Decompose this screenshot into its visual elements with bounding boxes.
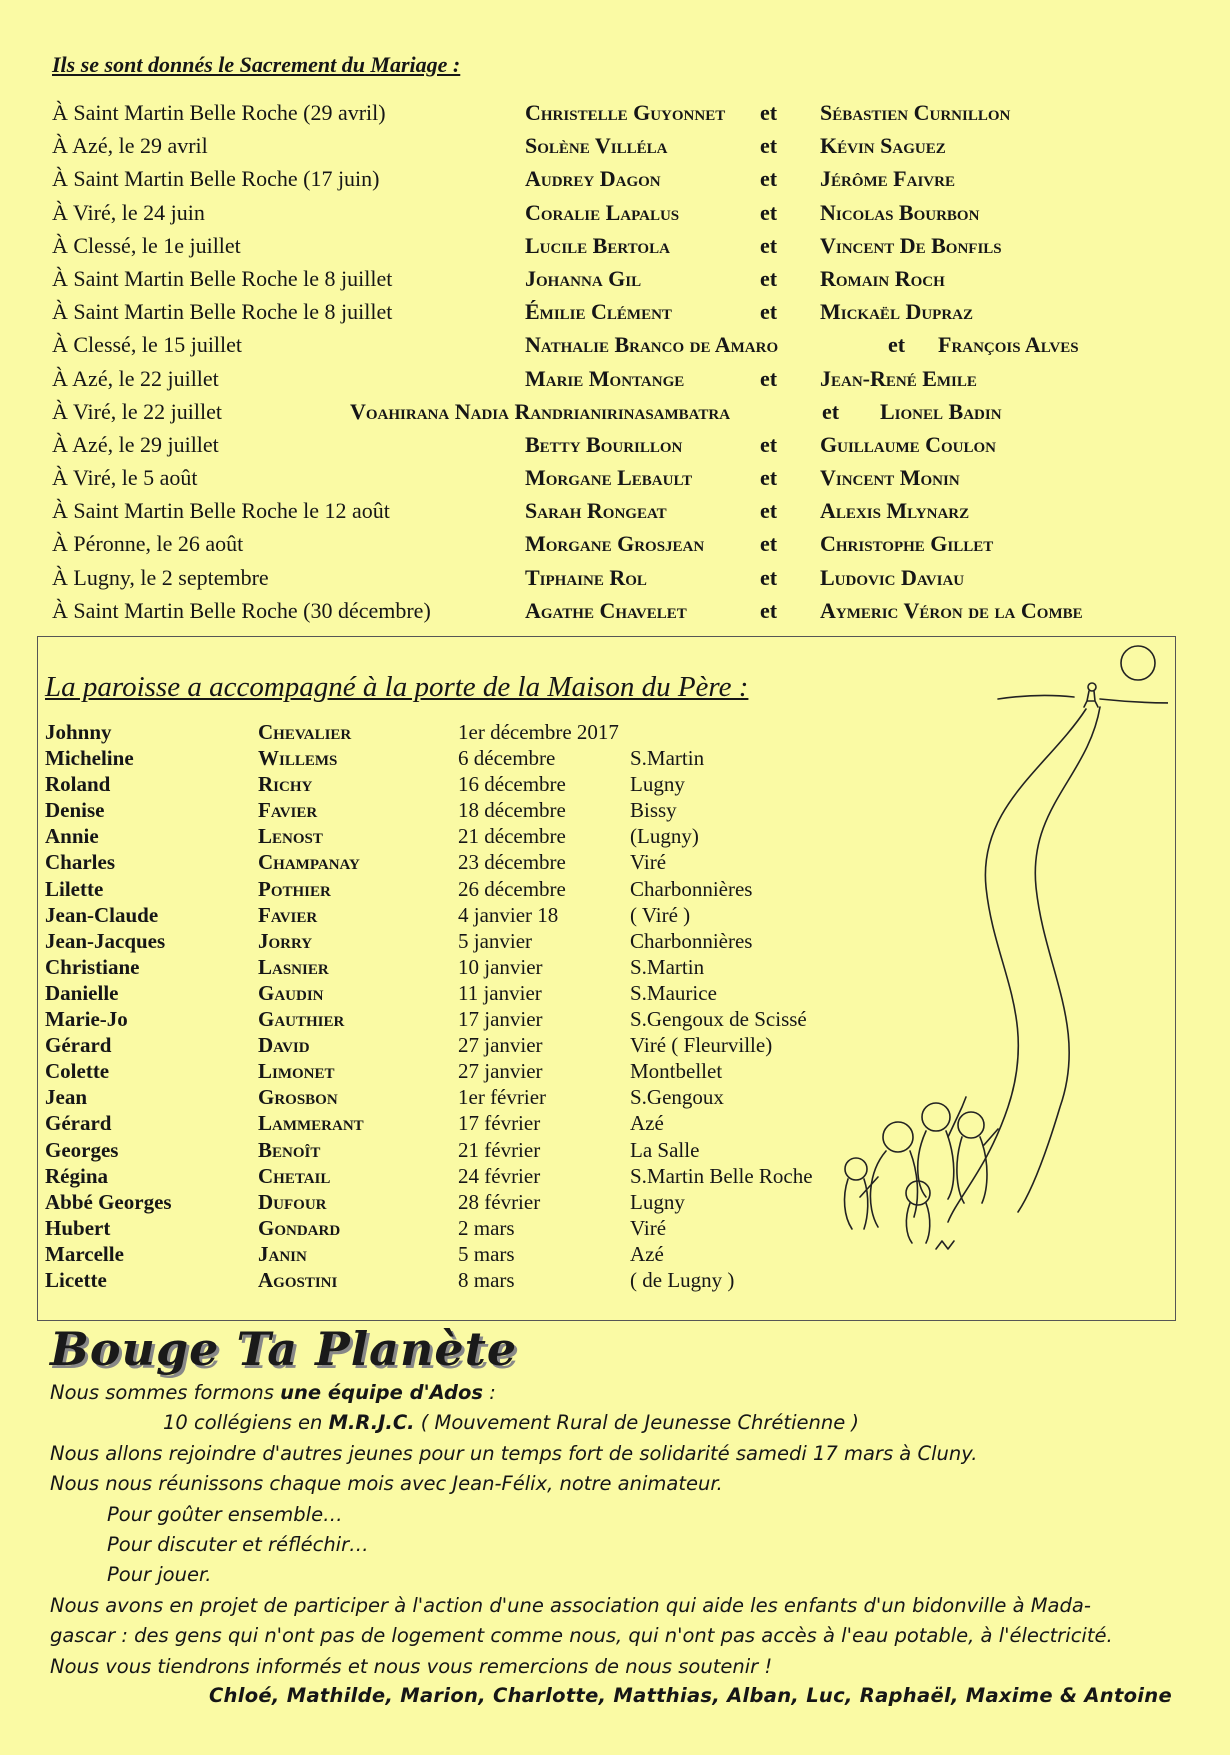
funeral-first-name: Charles [45,850,115,875]
bouge-line: Nous sommes formons une équipe d'Ados : [50,1381,496,1404]
marriage-groom: Kévin Saguez [820,133,946,159]
marriage-connector: et [760,498,778,524]
marriage-groom: Lionel Badin [880,398,1002,424]
funeral-location: S.Gengoux [630,1085,724,1110]
marriage-groom: Alexis Mlynarz [820,498,970,524]
marriage-row [52,563,1202,596]
funeral-row [45,1006,845,1032]
marriage-row [52,198,1202,231]
funeral-last-name: Favier [258,902,318,927]
funeral-location: Charbonnières [630,876,753,901]
funeral-first-name: Gérard [45,1111,112,1136]
funeral-location: (Lugny) [630,824,699,849]
funeral-date: 11 janvier [458,980,542,1005]
funeral-last-name: Jorry [258,928,313,953]
funeral-last-name: Grosbon [258,1085,338,1110]
funerals-box [37,636,1176,1321]
marriage-row [52,297,1202,330]
funeral-last-name: Gaudin [258,980,324,1005]
funeral-row [45,1215,845,1241]
marriage-row [52,430,1202,463]
funeral-row [45,771,845,797]
marriage-place: À Saint Martin Belle Roche le 12 août [52,498,390,524]
funeral-first-name: Marcelle [45,1241,124,1266]
marriage-groom: Christophe Gillet [820,531,994,557]
marriage-row [52,231,1202,264]
marriage-place: À Viré, le 24 juin [52,199,205,225]
funeral-location: ( de Lugny ) [630,1267,735,1292]
funeral-date: 2 mars [458,1215,515,1240]
funeral-row [45,980,845,1006]
marriage-bride: Voahirana Nadia Randrianirinasambatra [350,398,731,424]
funeral-last-name: David [258,1033,310,1058]
marriage-row [52,330,1202,363]
marriage-bride: Émilie Clément [525,299,672,325]
funeral-location: Lugny [630,772,685,797]
funeral-first-name: Roland [45,772,111,797]
funeral-row [45,928,845,954]
funeral-last-name: Willems [258,746,338,771]
marriage-place: À Azé, le 29 juillet [52,431,219,457]
marriage-bride: Sarah Rongeat [525,498,667,524]
funeral-first-name: Jean-Jacques [45,928,166,953]
funeral-first-name: Régina [45,1163,108,1188]
funeral-date: 21 février [458,1137,541,1162]
funeral-date: 1er février [458,1085,547,1110]
funeral-location: Viré [630,1215,667,1240]
funeral-location: Azé [630,1111,664,1136]
marriage-groom: François Alves [938,332,1079,358]
bouge-line: Nous nous réunissons chaque mois avec Jean-Félix, notre animateur. [50,1472,723,1496]
funeral-row [45,823,845,849]
marriage-connector: et [760,465,778,491]
marriage-bride: Nathalie Branco de Amaro [525,332,779,358]
marriage-row [52,264,1202,297]
marriage-connector: et [760,265,778,291]
marriage-place: À Péronne, le 26 août [52,531,244,557]
bouge-signature: Chloé, Mathilde, Marion, Charlotte, Matthias, Alban, Luc, Raphaël, Maxime & Antoine [208,1684,1172,1707]
marriage-bride: Johanna Gil [525,265,642,291]
marriage-place: À Lugny, le 2 septembre [52,564,269,590]
bouge-title: Bouge Ta Planète [50,1322,518,1376]
marriage-place: À Viré, le 5 août [52,465,198,491]
marriage-bride: Tiphaine Rol [525,564,647,590]
marriage-groom: Vincent Monin [820,465,960,491]
funeral-location: La Salle [630,1137,700,1162]
marriage-connector: et [760,100,778,125]
funeral-location: Charbonnières [630,928,753,953]
funeral-row [45,1189,845,1215]
funeral-first-name: Jean-Claude [45,902,159,927]
marriage-place: À Saint Martin Belle Roche (30 décembre) [52,597,431,623]
marriages-title: Ils se sont donnés le Sacrement du Mariage : [52,52,461,77]
marriage-place: À Azé, le 22 juillet [52,365,219,391]
funeral-location: Montbellet [630,1059,723,1084]
funeral-date: 26 décembre [458,876,566,901]
marriage-connector: et [888,332,906,358]
funeral-first-name: Micheline [45,746,134,771]
funeral-location: S.Gengoux de Scissé [630,1007,807,1032]
funeral-row [45,1084,845,1110]
marriage-row [52,397,1202,430]
marriage-connector: et [760,166,778,192]
marriage-bride: Audrey Dagon [525,166,661,192]
marriage-connector: et [760,232,778,258]
funeral-first-name: Jean [45,1085,87,1110]
funeral-row [45,745,845,771]
funeral-row [45,1137,845,1163]
funeral-row [45,797,845,823]
funeral-row [45,902,845,928]
marriage-bride: Agathe Chavelet [525,597,687,623]
funeral-first-name: Licette [45,1267,107,1292]
marriage-row [52,131,1202,164]
marriage-bride: Coralie Lapalus [525,199,680,225]
marriage-groom: Aymeric Véron de la Combe [820,597,1083,623]
funeral-location: S.Martin [630,746,705,771]
marriage-place: À Saint Martin Belle Roche (17 juin) [52,166,380,192]
funeral-location: Bissy [630,798,677,823]
funeral-first-name: Colette [45,1059,110,1084]
marriage-place: À Clessé, le 1e juillet [52,232,241,258]
funeral-date: 8 mars [458,1267,515,1292]
funeral-date: 17 février [458,1111,541,1136]
funeral-row [45,876,845,902]
marriage-bride: Morgane Lebault [525,465,693,491]
funerals-list [45,719,845,1293]
marriage-place: À Viré, le 22 juillet [52,398,222,424]
marriage-bride: Marie Montange [525,365,685,391]
funeral-date: 5 janvier [458,928,533,953]
bouge-line: Nous allons rejoindre d'autres jeunes pour un temps fort de solidarité samedi 17 mars à Cluny. [50,1441,978,1465]
bouge-line: Pour discuter et réfléchir… [107,1533,369,1557]
funeral-location: Lugny [630,1189,685,1214]
funeral-date: 17 janvier [458,1007,543,1032]
funeral-date: 1er décembre 2017 [458,720,619,744]
bouge-line: Nous vous tiendrons informés et nous vous remercions de nous soutenir ! [50,1654,773,1678]
funerals-title: La paroisse a accompagné à la porte de la Maison du Père : [45,671,749,703]
bouge-line: gascar : des gens qui n'ont pas de logement comme nous, qui n'ont pas accès à l'eau potable, à l'électricité. [50,1624,1113,1648]
bouge-line: Pour goûter ensemble… [107,1502,343,1526]
marriage-connector: et [760,133,778,159]
funeral-location: ( Viré ) [630,902,691,927]
marriage-row [52,364,1202,397]
funeral-date: 27 janvier [458,1059,543,1084]
funeral-last-name: Lasnier [258,954,329,979]
funeral-location: S.Maurice [630,980,717,1005]
funeral-first-name: Danielle [45,980,119,1005]
funeral-date: 5 mars [458,1241,515,1266]
marriage-row [52,496,1202,529]
marriage-groom: Vincent De Bonfils [820,232,1002,258]
marriage-place: À Azé, le 29 avril [52,133,208,159]
funeral-last-name: Favier [258,798,318,823]
funeral-first-name: Denise [45,798,105,823]
marriage-row [52,164,1202,197]
marriage-row [52,463,1202,496]
funeral-last-name: Gondard [258,1215,341,1240]
funeral-date: 23 décembre [458,850,566,875]
funeral-date: 28 février [458,1189,541,1214]
bouge-line: 10 collégiens en M.R.J.C. ( Mouvement Rural de Jeunesse Chrétienne ) [163,1411,860,1435]
funeral-last-name: Benoît [258,1137,321,1162]
marriage-connector: et [760,299,778,325]
funeral-date: 10 janvier [458,954,543,979]
marriage-connector: et [760,564,778,590]
funeral-first-name: Gérard [45,1033,112,1058]
marriage-connector: et [760,531,778,557]
bouge-line: Pour jouer. [107,1563,212,1587]
marriage-row [52,529,1202,562]
marriage-groom: Guillaume Coulon [820,431,997,457]
funeral-last-name: Champanay [258,850,360,875]
funeral-location: S.Martin Belle Roche [630,1163,813,1188]
marriage-bride: Lucile Bertola [525,232,670,258]
funeral-date: 6 décembre [458,746,556,771]
funeral-date: 27 janvier [458,1033,543,1058]
funeral-last-name: Chetail [258,1163,331,1188]
marriage-connector: et [760,199,778,225]
funeral-row [45,1267,845,1293]
marriage-place: À Clessé, le 15 juillet [52,332,243,358]
marriage-connector: et [760,597,778,623]
marriage-place: À Saint Martin Belle Roche le 8 juillet [52,265,393,291]
marriage-groom: Jérôme Faivre [820,166,955,192]
marriage-row [52,98,1202,131]
marriage-place: À Saint Martin Belle Roche (29 avril) [52,100,386,125]
marriage-groom: Romain Roch [820,265,945,291]
marriage-bride: Betty Bourillon [525,431,683,457]
funeral-date: 16 décembre [458,772,566,797]
funeral-location: S.Martin [630,954,705,979]
funeral-first-name: Georges [45,1137,119,1162]
marriage-groom: Sébastien Curnillon [820,100,1011,125]
funeral-first-name: Annie [45,824,99,849]
funeral-row [45,1032,845,1058]
funeral-date: 21 décembre [458,824,566,849]
path-to-heaven-drawing-icon [838,637,1168,1317]
marriage-bride: Morgane Grosjean [525,531,705,557]
marriage-groom: Nicolas Bourbon [820,199,980,225]
marriage-groom: Mickaël Dupraz [820,299,973,325]
funeral-date: 24 février [458,1163,541,1188]
marriage-connector: et [760,431,778,457]
funeral-row [45,719,845,745]
funeral-row [45,849,845,875]
funeral-first-name: Hubert [45,1215,111,1240]
funeral-location: Viré [630,850,667,875]
marriage-place: À Saint Martin Belle Roche le 8 juillet [52,299,393,325]
funeral-row [45,954,845,980]
funeral-row [45,1058,845,1084]
funeral-date: 4 janvier 18 [458,902,559,927]
funeral-last-name: Gauthier [258,1007,345,1032]
bouge-text [50,1378,1200,1682]
funeral-first-name: Lilette [45,876,104,901]
funeral-last-name: Lenost [258,824,323,849]
funeral-row [45,1110,845,1136]
funeral-last-name: Dufour [258,1189,327,1214]
marriage-row [52,596,1202,629]
marriage-bride: Christelle Guyonnet [525,100,726,125]
funeral-first-name: Abbé Georges [45,1189,172,1214]
funeral-last-name: Pothier [258,876,331,901]
funeral-first-name: Marie-Jo [45,1007,128,1032]
marriage-groom: Ludovic Daviau [820,564,965,590]
funeral-last-name: Janin [258,1241,307,1266]
funeral-last-name: Lammerant [258,1111,364,1136]
funeral-location: Azé [630,1241,664,1266]
funeral-location: Viré ( Fleurville) [630,1033,773,1058]
funeral-row [45,1163,845,1189]
funeral-last-name: Richy [258,772,313,797]
marriage-connector: et [822,398,840,424]
funeral-row [45,1241,845,1267]
funeral-date: 18 décembre [458,798,566,823]
funeral-last-name: Limonet [258,1059,335,1084]
marriages-list [52,98,1202,629]
funeral-first-name: Johnny [45,720,112,744]
funeral-last-name: Agostini [258,1267,338,1292]
bouge-line: Nous avons en projet de participer à l'action d'une association qui aide les enfants d'un bidonville à Mada- [50,1593,1091,1617]
marriage-groom: Jean-René Emile [820,365,977,391]
marriage-connector: et [760,365,778,391]
marriage-bride: Solène Villéla [525,133,668,159]
funeral-last-name: Chevalier [258,720,352,744]
funeral-first-name: Christiane [45,954,140,979]
